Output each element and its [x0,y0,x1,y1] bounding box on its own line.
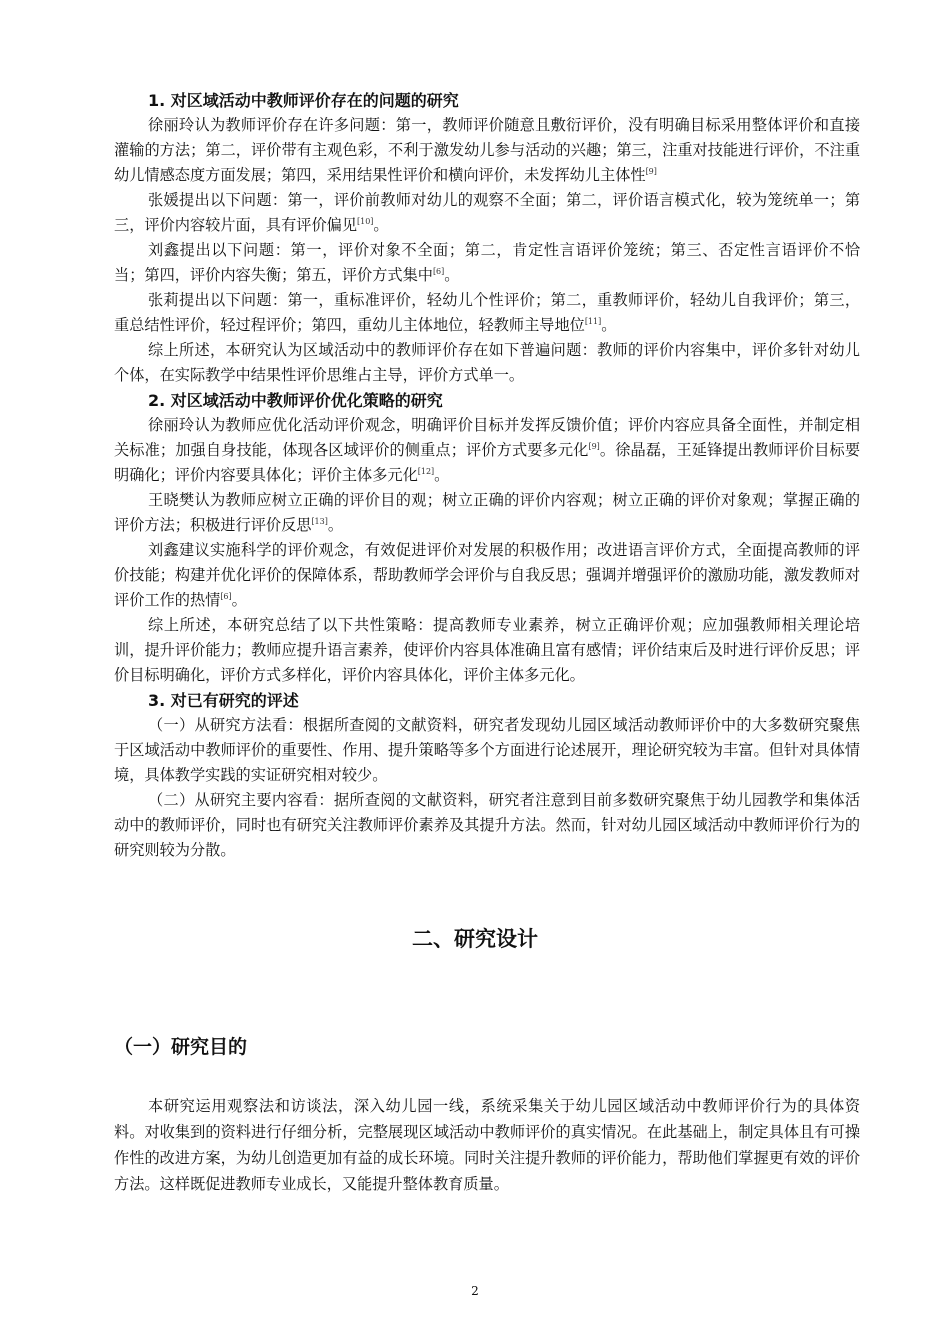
paragraph: 徐丽玲认为教师评价存在许多问题：第一，教师评价随意且敷衍评价，没有明确目标采用整体评价和直接灌输的方法；第二，评价带有主观色彩，不利于激发幼儿参与活动的兴趣；第三，注重对技能进行评价，不注重幼儿情感态度方面发展；第四，采用结果性评价和横向评价，未发挥幼儿主体性[9] [114,116,860,184]
paragraph: 刘鑫提出以下问题：第一，评价对象不全面；第二，肯定性言语评价笼统；第三、否定性言语评价不恰当；第四，评价内容失衡；第五，评价方式集中[6]。 [114,241,860,284]
research-purpose-body [114,1093,860,1197]
paragraph: （一）从研究方法看：根据所查阅的文献资料，研究者发现幼儿园区域活动教师评价中的大多数研究聚焦于区域活动中教师评价的重要性、作用、提升策略等多个方面进行论述展开，理论研究较为丰富。但针对具体情境，具体教学实践的实证研究相对较少。 [114,716,860,784]
paragraph: 综上所述，本研究认为区域活动中的教师评价存在如下普遍问题：教师的评价内容集中，评价多针对幼儿个体，在实际教学中结果性评价思维占主导，评价方式单一。 [114,341,860,384]
paragraph: 张莉提出以下问题：第一，重标准评价，轻幼儿个性评价；第二，重教师评价，轻幼儿自我评价；第三，重总结性评价，轻过程评价；第四，重幼儿主体地位，轻教师主导地位[11]。 [114,291,860,334]
page-number: 2 [471,1284,479,1298]
citation: [10] [357,217,374,226]
heading-strategies: 2. 对区域活动中教师评价优化策略的研究 [148,391,443,410]
citation: [9] [645,167,657,176]
paragraph: 徐丽玲认为教师应优化活动评价观念，明确评价目标并发挥反馈价值；评价内容应具备全面性，并制定相关标准；加强自身技能，体现各区域评价的侧重点；评价方式要多元化[9]。徐晶磊，王延锋提出教师评价目标要明确化；评价内容要具体化；评价主体多元化[12]。 [114,416,861,484]
subsection-title: （一）研究目的 [114,1036,248,1058]
citation: [11] [584,317,602,326]
paragraph: 综上所述，本研究总结了以下共性策略：提高教师专业素养，树立正确评价观；应加强教师相关理论培训，提升评价能力；教师应提升语言素养，使评价内容具体准确且富有感情；评价结束后及时进行评价反思；评价目标明确化，评价方式多样化，评价内容具体化，评价主体多元化。 [114,616,860,684]
paragraph: 刘鑫建议实施科学的评价观念，有效促进评价对发展的积极作用；改进语言评价方式，全面提高教师的评价技能；构建并优化评价的保障体系，帮助教师学会评价与自我反思；强调并增强评价的激励功能，激发教师对评价工作的热情[6]。 [114,541,860,609]
citation: [6] [432,267,445,276]
citation: [12] [417,467,435,476]
heading-problems: 1. 对区域活动中教师评价存在的问题的研究 [148,91,459,110]
citation: [9] [588,442,600,451]
paragraph: 张媛提出以下问题：第一，评价前教师对幼儿的观察不全面；第二，评价语言模式化，较为笼统单一；第三，评价内容较片面，具有评价偏见[10]。 [114,191,860,234]
literature-review-body [114,88,860,863]
citation: [6] [220,592,232,601]
paragraph: 本研究运用观察法和访谈法，深入幼儿园一线，系统采集关于幼儿园区域活动中教师评价行为的具体资料。对收集到的资料进行仔细分析，完整展现区域活动中教师评价的真实情况。在此基础上，制定具体且有可操作性的改进方案，为幼儿创造更加有益的成长环境。同时关注提升教师的评价能力，帮助他们掌握更有效的评价方法。这样既促进教师专业成长，又能提升整体教育质量。 [114,1097,860,1193]
section-title: 二、研究设计 [412,927,538,951]
paragraph: 王晓樊认为教师应树立正确的评价目的观；树立正确的评价内容观；树立正确的评价对象观；掌握正确的评价方法；积极进行评价反思[13]。 [114,491,860,534]
heading-review: 3. 对已有研究的评述 [148,691,299,710]
citation: [13] [311,517,328,526]
paragraph: （二）从研究主要内容看：据所查阅的文献资料，研究者注意到目前多数研究聚焦于幼儿园教学和集体活动中的教师评价，同时也有研究关注教师评价素养及其提升方法。然而，针对幼儿园区域活动中教师评价行为的研究则较为分散。 [114,791,860,859]
